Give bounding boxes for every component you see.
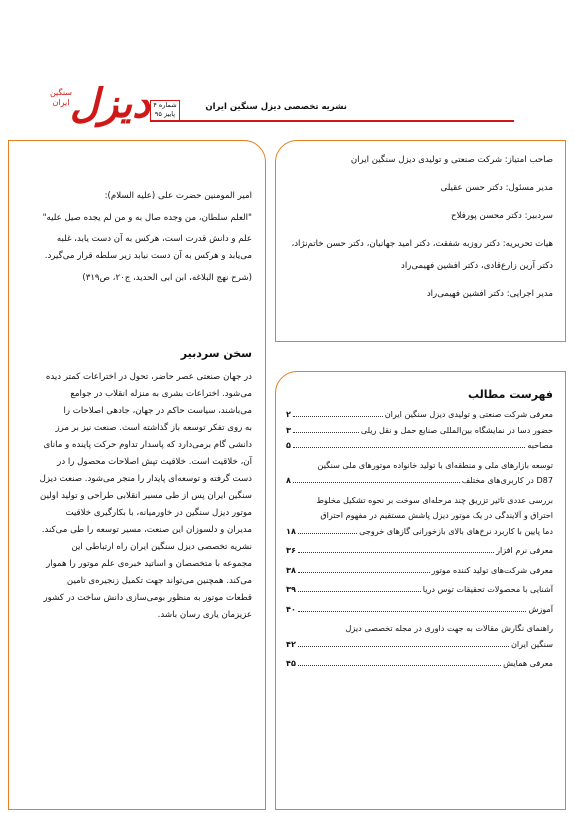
toc-item-title: معرفی شرکت صنعتی و تولیدی دیزل سنگین ایران <box>384 409 553 419</box>
toc-item[interactable] <box>286 543 553 559</box>
toc-item-title: D87 در کاربری‌های مختلف <box>461 475 553 485</box>
license-holder: صاحب امتیاز: شرکت صنعتی و تولیدی دیزل سنگین ایران <box>350 155 553 165</box>
toc-item-title: مصاحبه <box>527 440 553 450</box>
issue-badge <box>150 100 180 122</box>
editorial-heading: سخن سردبیر <box>180 347 252 360</box>
editorial-line: می‌شود. اختراعات بشری به منزله انقلاب در جوامع <box>70 389 252 399</box>
toc-item[interactable] <box>286 508 553 524</box>
editorial-line: نشریه تخصصی دیزل سنگین ایران راه ارتباطی این <box>71 542 252 552</box>
issue-date: پاییز ۹۵ <box>154 110 176 118</box>
editorial-board-line-2: دکتر آرین زارع‌قادی، دکتر افشین فهیمی‌راد <box>401 261 553 271</box>
toc-item[interactable] <box>286 602 553 618</box>
quote-arabic: "العلم سلطان، من وجده صال به و من لم یجده صیل علیه" <box>42 213 252 223</box>
toc-item[interactable] <box>286 473 553 489</box>
toc-item-title: سنگین ایران <box>510 638 553 649</box>
editorial-line: موتور دیزل سنگین در خاورمیانه، با بکارگیری خلاقیت <box>65 508 252 518</box>
toc-heading: فهرست مطالب <box>467 388 553 401</box>
editorial-line: عزیزمان یاری رسان باشد. <box>157 610 252 620</box>
toc-item-page: ۳۶ <box>286 545 296 555</box>
editorial-body <box>21 369 252 624</box>
toc-item[interactable] <box>286 458 553 474</box>
toc-list <box>286 407 553 672</box>
toc-item-title: توسعه بازارهای ملی و منطقه‌ای با تولید خانواده موتورهای ملی سنگین <box>317 459 553 470</box>
toc-item-title: معرفی نرم افزار <box>496 545 553 555</box>
editorial-line: سنگین ایران پس از طی مسیر انقلابی طراحی و تولید اولین <box>40 491 252 501</box>
quote-source: (شرح نهج البلاغه، ابن ابی الحدید، ج۲۰، ص۳۱۹) <box>82 273 252 283</box>
toc-item-title: بررسی عددی تاثیر تزریق چند مرحله‌ای سوخت بر نحوه تشکیل مخلوط <box>316 494 553 505</box>
logo-text: دیزل <box>69 81 150 127</box>
toc-item-title: آموزش <box>528 603 553 614</box>
logo-subtext: سنگین ایران <box>49 88 73 107</box>
toc-item-page: ۴۲ <box>286 638 296 649</box>
toc-item-title: آشنایی با محصولات تحقیقات توس دریا <box>422 584 553 594</box>
editorial-line: در جهان صنعتی عصر حاضر، تحول در اختراعات کمتر دیده <box>45 372 252 382</box>
editorial-line: به روی تفکر توسعه باز گذاشته است. صنعت نیز بر مرز <box>55 423 252 433</box>
magazine-title: نشریه تخصصی دیزل سنگین ایران <box>205 102 347 112</box>
toc-item-page: ۵ <box>286 440 291 450</box>
editorial-line: قطعات موتور به منظور بومی‌سازی دانش ساخت در کشور <box>43 593 252 603</box>
toc-box <box>275 371 566 810</box>
toc-item-title: معرفی شرکت‌های تولید کننده موتور <box>431 564 553 575</box>
toc-item-title: معرفی همایش <box>503 658 553 668</box>
editorial-line: می‌باشند، سیاست حاکم در جهان، جادهی اصلاحات را <box>63 406 252 416</box>
editorial-line: آن، خلاقیت است. خلاقیت تپش اصلاحات محصول را در <box>57 457 252 467</box>
toc-item[interactable] <box>286 438 553 454</box>
toc-item-title: حضور دسا در نمایشگاه بین‌المللی صنایع حمل و نقل ریلی <box>360 424 553 435</box>
editorial-line: دست گرفته و توسعه‌ای پایدار را منجر می‌شود. صنعت دیزل <box>39 474 252 484</box>
executive-director: مدیر اجرایی: دکتر افشین فهیمی‌راد <box>426 289 553 299</box>
toc-item[interactable] <box>286 563 553 579</box>
managing-director: مدیر مسئول: دکتر حسن عقیلی <box>440 183 553 193</box>
toc-item-page: ۲ <box>286 409 291 419</box>
toc-item-title: احتراق و آلایندگی در یک موتور دیزل پاشش مستقیم در مفهوم احتراق <box>320 510 553 520</box>
toc-item-page: ۳ <box>286 424 291 435</box>
issue-number: شماره ۴ <box>153 101 177 109</box>
toc-item[interactable] <box>286 524 553 540</box>
toc-item-page: ۴۵ <box>286 658 296 668</box>
toc-item[interactable] <box>286 656 553 672</box>
toc-item-page: ۳۹ <box>286 584 296 594</box>
toc-item[interactable] <box>286 582 553 598</box>
editorial-line: مدیران و دلسوزان این صنعت، مسیر توسعه را طی می‌کند. <box>41 525 252 535</box>
editorial-line: می‌کند. همچنین می‌تواند جهت تکمیل زنجیره‌ی تامین <box>66 576 252 586</box>
editor-in-chief: سردبیر: دکتر محسن پورفلاح <box>451 211 553 221</box>
logo <box>44 82 150 130</box>
toc-item[interactable] <box>286 621 553 637</box>
toc-item[interactable] <box>286 407 553 423</box>
toc-item-title: دما پایین با کاربرد نرخ‌های بالای بازخورانی گازهای خروجی <box>359 525 553 536</box>
toc-item-title: راهنمای نگارش مقالات به جهت داوری در مجله تخصصی دیزل <box>345 623 553 633</box>
toc-item-page: ۴۰ <box>286 603 296 614</box>
toc-item[interactable] <box>286 493 553 509</box>
quote-translation-line-1: علم و دانش قدرت است، هرکس به آن دست یابد، غلبه <box>56 234 252 244</box>
credits-box <box>275 140 566 342</box>
editorial-board-line-1: هیات تحریریه: دکتر روزبه شفقت، دکتر امید جهانیان، دکتر حسن خاتم‌نژاد، <box>291 239 553 249</box>
editorial-line: دانشی گام برمی‌دارد که پاسدار تداوم حرکت پاینده و مانای <box>43 440 252 450</box>
toc-item-page: ۱۸ <box>286 525 296 536</box>
toc-item[interactable] <box>286 423 553 439</box>
toc-item-page: ۸ <box>286 475 291 485</box>
toc-item-page: ۳۸ <box>286 564 296 575</box>
editorial-line: مجموعه با متخصصان و اساتید خبره‌ی علم موتور را هموار <box>46 559 252 569</box>
toc-item[interactable] <box>286 637 553 653</box>
quote-translation-line-2: می‌یابد و هرکس به آن دست نیابد زیر سلطه قرار می‌گیرد. <box>44 251 252 261</box>
quote-attribution: امیر المومنین حضرت علی (علیه السلام): <box>104 191 252 201</box>
header-divider <box>150 120 514 122</box>
left-column-box <box>8 140 266 810</box>
